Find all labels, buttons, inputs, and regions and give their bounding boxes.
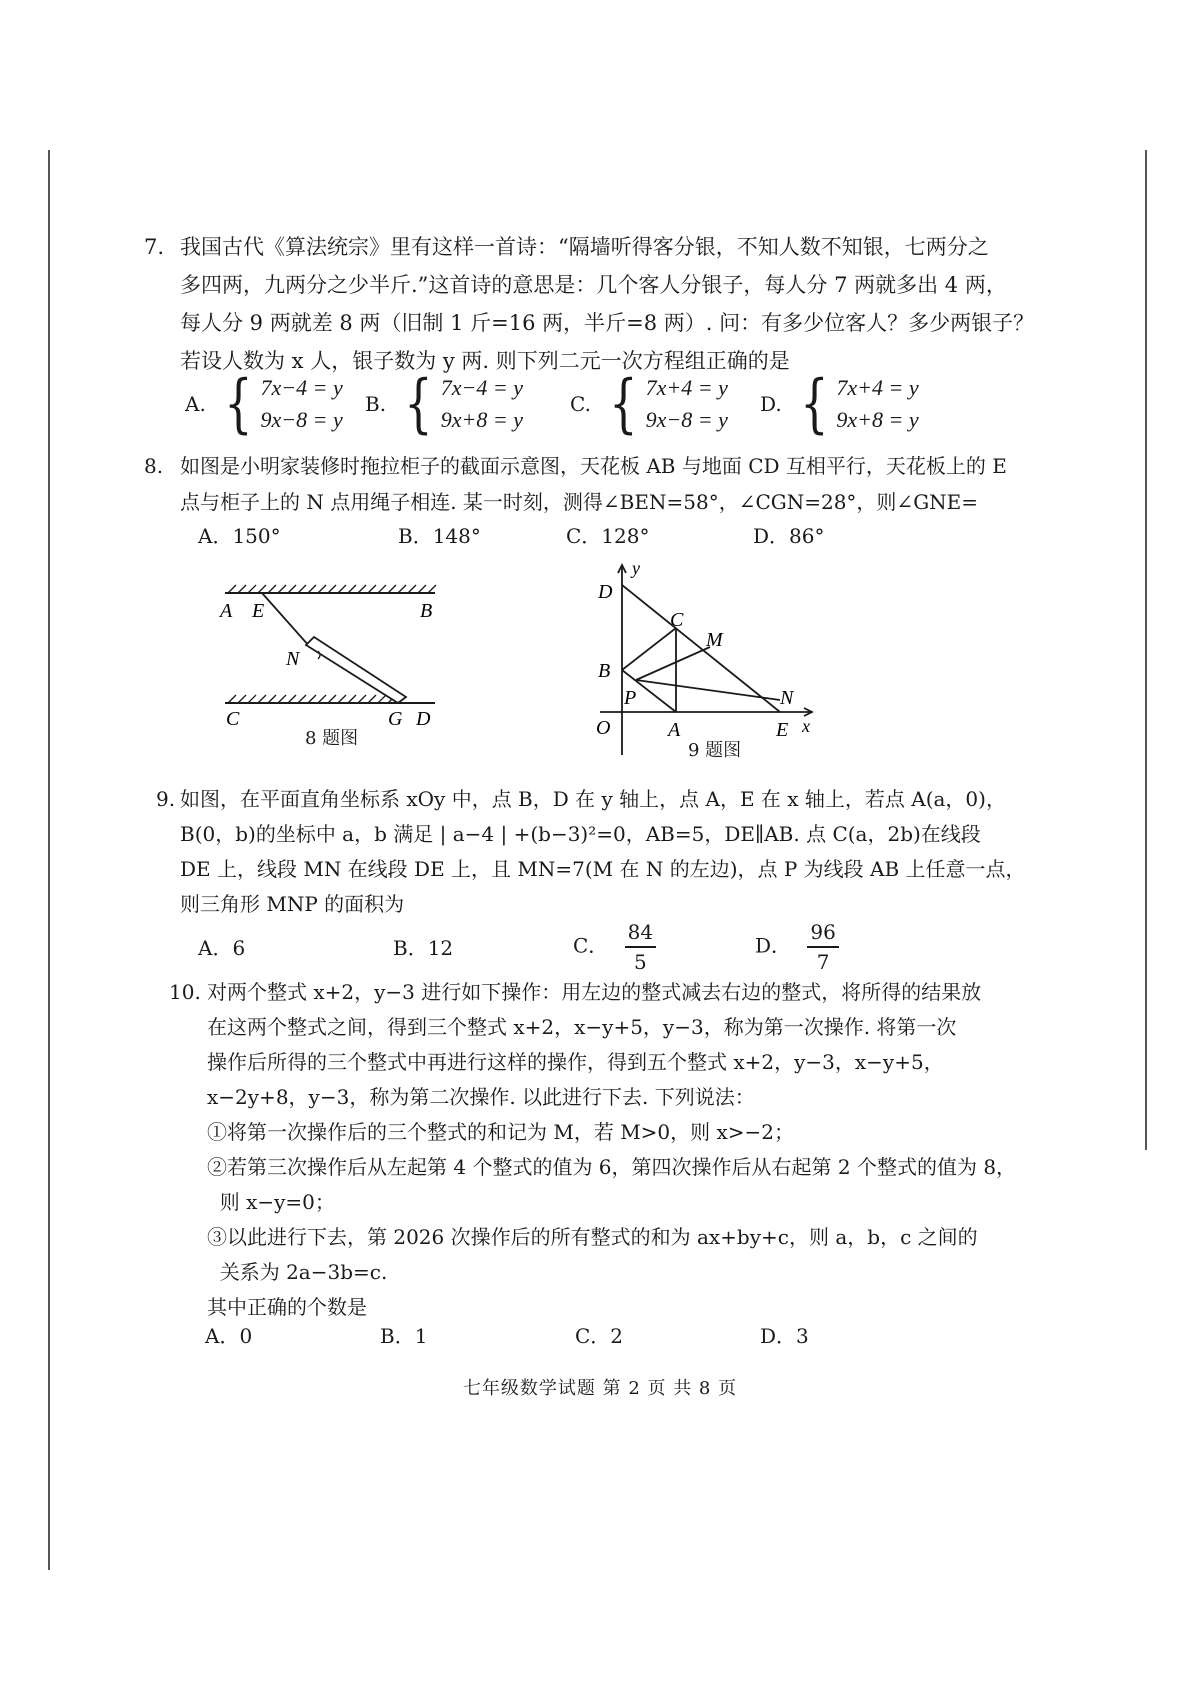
statement-1: ①将第一次操作后的三个整式的和记为 M，若 M>0，则 x>−2； (207, 1120, 795, 1144)
question-7 (144, 228, 1060, 380)
label-N: N (286, 648, 300, 670)
page-footer: 七年级数学试题 第 2 页 共 8 页 (462, 1378, 738, 1399)
option-value: 6 (232, 936, 246, 960)
question-8 (144, 448, 1060, 520)
right-margin-line (1145, 150, 1147, 1150)
equation: 7x−4 = y (440, 375, 524, 400)
option-c (570, 367, 728, 441)
option-b (365, 367, 524, 441)
option-label: D. (760, 392, 782, 416)
option-label: C． (573, 933, 609, 958)
question-number: 9. (156, 787, 176, 811)
equation: 9x−8 = y (260, 407, 343, 432)
label-E: E (252, 600, 265, 622)
segment-PM (636, 647, 710, 680)
option-label: B． (393, 936, 428, 960)
option-b: B．148° (398, 524, 481, 548)
floor-hatch (228, 695, 396, 703)
question-number: 7. (144, 235, 165, 259)
question-text-line: 每人分 9 两就差 8 两（旧制 1 斤=16 两，半斤=8 两）. 问：有多少位客人？多少两银子？ (180, 311, 1035, 335)
segment-BC (622, 628, 676, 670)
label-A: A (220, 600, 233, 622)
option-label: C. (570, 392, 591, 416)
option-c: C．128° (566, 524, 650, 548)
fraction (807, 918, 838, 976)
option-d: D．3 (760, 1324, 809, 1348)
question-7-options (185, 367, 1045, 442)
equation: 9x+8 = y (440, 407, 524, 432)
figure-9-caption: 9 题图 (688, 740, 742, 761)
segment-DE (622, 585, 780, 712)
brace-icon: { (223, 367, 253, 441)
label-C: C (226, 708, 240, 730)
statement-2-cont: 则 x−y=0； (207, 1190, 335, 1214)
question-text-line: 我国古代《算法统宗》里有这样一首诗：“隔墙听得客分银，不知人数不知银，七两分之 (180, 235, 989, 259)
question-text-line: 则三角形 MNP 的面积为 (180, 892, 405, 916)
equation: 7x+4 = y (645, 375, 728, 400)
equation: 9x+8 = y (836, 407, 919, 432)
option-b: B．1 (380, 1324, 428, 1348)
numerator: 96 (807, 918, 838, 948)
label-D: D (416, 708, 431, 730)
fraction (625, 918, 656, 976)
option-value: 12 (427, 936, 454, 960)
question-text-line: 如图是小明家装修时拖拉柜子的截面示意图，天花板 AB 与地面 CD 互相平行，天花板上的 E (180, 454, 1007, 478)
ceiling-hatch (228, 585, 436, 593)
denominator: 7 (816, 950, 830, 974)
label-D: D (598, 581, 613, 603)
option-d (760, 367, 919, 441)
label-E: E (776, 719, 789, 741)
equation: 7x+4 = y (836, 375, 919, 400)
label-G: G (388, 708, 403, 730)
rope-EN (262, 593, 310, 647)
option-label: A. (185, 392, 206, 416)
brace-icon: { (609, 367, 638, 441)
label-x: x (802, 716, 810, 736)
label-B: B (598, 660, 611, 682)
label-O: O (596, 717, 611, 739)
question-text-line: 如图，在平面直角坐标系 xOy 中，点 B，D 在 y 轴上，点 A，E 在 x 轴上，若点 A(a，0)， (180, 787, 1006, 811)
option-a (185, 367, 343, 441)
equation: 7x−4 = y (260, 375, 343, 400)
option-d (755, 918, 839, 976)
question-text-line: 点与柜子上的 N 点用绳子相连. 某一时刻，测得∠BEN=58°，∠CGN=28°，则∠GNE= (180, 490, 979, 514)
brace-icon: { (404, 367, 433, 441)
question-number: 10. (169, 980, 201, 1004)
label-y: y (632, 560, 640, 578)
numerator: 84 (625, 918, 656, 948)
question-10 (169, 975, 1067, 1325)
question-text-line: 若设人数为 x 人，银子数为 y 两. 则下列二元一次方程组正确的是 (180, 349, 790, 373)
equation: 9x−8 = y (645, 407, 728, 432)
statement-3-cont: 关系为 2a−3b=c. (207, 1260, 388, 1284)
statement-3: ③以此进行下去，第 2026 次操作后的所有整式的和为 ax+by+c，则 a，b，c 之间的 (207, 1225, 978, 1249)
label-C: C (670, 609, 684, 631)
option-c: C．2 (575, 1324, 624, 1348)
option-label: A． (198, 936, 233, 960)
option-c (573, 918, 656, 976)
option-a: A．0 (205, 1324, 253, 1348)
question-text-line: 操作后所得的三个整式中再进行这样的操作，得到五个整式 x+2，y−3，x−y+5， (207, 1050, 944, 1074)
label-P: P (624, 687, 637, 709)
label-A: A (668, 719, 681, 741)
label-B: B (420, 600, 433, 622)
question-9 (156, 782, 1060, 922)
question-number: 8. (144, 454, 164, 478)
question-text-line: B(0，b)的坐标中 a，b 满足 | a−4 | +(b−3)²=0，AB=5，DE∥AB. 点 C(a，2b)在线段 (180, 822, 981, 846)
angle-mark (318, 651, 320, 659)
figure-9 (590, 560, 840, 760)
option-a (198, 932, 245, 961)
question-text-line: 多四两，九两分之少半斤.”这首诗的意思是：几个客人分银子，每人分 7 两就多出 4 两， (180, 273, 1007, 297)
left-margin-line (48, 150, 50, 1570)
option-label: B. (365, 392, 387, 416)
label-N: N (780, 687, 794, 709)
question-text-line: x−2y+8，y−3，称为第二次操作. 以此进行下去. 下列说法： (207, 1085, 755, 1109)
question-prompt: 其中正确的个数是 (207, 1295, 367, 1319)
label-M: M (706, 629, 723, 651)
option-d: D．86° (753, 524, 825, 548)
option-label: D． (755, 933, 792, 958)
denominator: 5 (634, 950, 647, 974)
question-text-line: 在这两个整式之间，得到三个整式 x+2，x−y+5，y−3，称为第一次操作. 将第一次 (207, 1015, 957, 1039)
figure-8-caption: 8 题图 (305, 728, 359, 749)
option-a: A．150° (198, 524, 281, 548)
question-text-line: DE 上，线段 MN 在线段 DE 上，且 MN=7(M 在 N 的左边)，点 P 为线段 AB 上任意一点， (180, 857, 1026, 881)
option-b (393, 932, 453, 961)
cabinet (306, 637, 406, 703)
question-text-line: 对两个整式 x+2，y−3 进行如下操作：用左边的整式减去右边的整式，将所得的结果放 (207, 980, 982, 1004)
brace-icon: { (799, 367, 829, 441)
statement-2: ②若第三次操作后从左起第 4 个整式的值为 6，第四次操作后从右起第 2 个整式的值为 8， (207, 1155, 1017, 1179)
